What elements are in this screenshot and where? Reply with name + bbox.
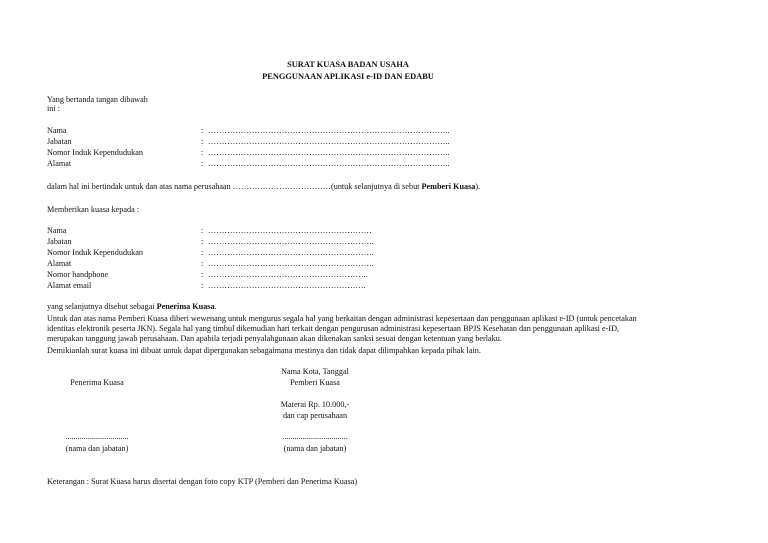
grantor-position-blank: …………………………………………………………………………….. xyxy=(208,137,450,146)
grantee-signature-line: ............................... xyxy=(65,432,129,441)
grantor-signature-name: (nama dan jabatan) xyxy=(283,444,347,453)
grantor-term: Pemberi Kuasa xyxy=(421,182,476,191)
grantee-email-label: Alamat email xyxy=(47,281,92,290)
body-paragraph-line: Untuk dan atas nama Pemberi Kuasa diberi wewenang untuk mengurus segala hal yang berkaitan dengan administrasi kepesertaan dan penggunaan aplikasi e-ID (untuk pencetakan xyxy=(47,314,637,323)
document-subtitle: PENGGUNAAN APLIKASI e-ID DAN EDABU xyxy=(262,72,434,81)
grant-intro: Memberikan kuasa kepada : xyxy=(47,205,140,214)
grantor-name-label: Nama xyxy=(47,126,67,135)
closing-statement: Demikianlah surat kuasa ini dibuat untuk dapat dipergunakan sebagaimana mestinya dan tidak dapat dilimpahkan kepada pihak lain. xyxy=(47,346,481,355)
company-statement-end: ). xyxy=(475,182,481,191)
grantor-nik-blank: …………………………………………………………………………….. xyxy=(208,148,450,157)
field-colon: : xyxy=(201,281,204,290)
grantor-name-blank: …………………………………………………………………………….. xyxy=(208,126,450,135)
grantee-address-label: Alamat xyxy=(47,259,72,268)
grantor-address-label: Alamat xyxy=(47,159,72,168)
grantee-name-blank: …………………………………………………… xyxy=(208,226,372,235)
field-colon: : xyxy=(201,126,204,135)
company-stamp-note: dan cap perusahaan xyxy=(282,411,348,420)
field-colon: : xyxy=(201,259,204,268)
grantee-signature-name: (nama dan jabatan) xyxy=(65,444,129,453)
field-colon: : xyxy=(201,137,204,146)
grantee-nik-blank: ……………………………………………………. xyxy=(208,248,374,257)
field-colon: : xyxy=(201,248,204,257)
grantee-email-blank: …………………………………………………. xyxy=(208,281,366,290)
company-statement xyxy=(47,182,480,192)
grantee-statement-text: yang selanjutnya disebut sebagai xyxy=(47,302,157,311)
grantee-phone-label: Nomor handphone xyxy=(47,270,109,279)
stamp-duty-note: Materai Rp. 10.000,- xyxy=(280,400,350,409)
grantee-statement-end: . xyxy=(214,302,217,311)
field-colon: : xyxy=(201,226,204,235)
intro-text-cont: ini : xyxy=(47,104,60,113)
intro-text: Yang bertanda tangan dibawah xyxy=(47,95,148,104)
grantor-nik-label: Nomor Induk Kependudukan xyxy=(47,148,143,157)
document-title: SURAT KUASA BADAN USAHA xyxy=(287,60,409,69)
grantee-phone-blank: ………………………………………………….. xyxy=(208,270,368,279)
grantee-role: Penerima Kuasa xyxy=(70,378,124,387)
grantee-address-blank: ……………………………………………………. xyxy=(208,259,374,268)
grantee-statement xyxy=(47,302,217,312)
grantee-position-label: Jabatan xyxy=(47,237,72,246)
grantor-role: Pemberi Kuasa xyxy=(290,378,340,387)
body-paragraph-line: identitas elektronik peserta JKN). Segala hal yang timbul dikemudian hari terkait dengan pengurusan administrasi kepesertaan BPJS Kesehatan dan penggunaan aplikasi e-ID, xyxy=(47,324,620,333)
place-date: Nama Kota, Tanggal xyxy=(281,367,349,376)
field-colon: : xyxy=(201,237,204,246)
grantee-name-label: Nama xyxy=(47,226,67,235)
grantor-signature-line: ................................ xyxy=(282,432,348,441)
grantee-nik-label: Nomor Induk Kependudukan xyxy=(47,248,143,257)
body-paragraph-line: merupakan tanggung jawab perusahaan. Dan apabila terjadi penyalahgunaan akan dikenakan sanksi sesuai dengan ketentuan yang berlaku. xyxy=(47,334,502,343)
field-colon: : xyxy=(201,159,204,168)
grantor-position-label: Jabatan xyxy=(47,137,72,146)
grantee-term: Penerima Kuasa xyxy=(156,302,215,311)
company-statement-text: dalam hal ini bertindak untuk dan atas nama perusahaan ………………………………(untuk selanjutnya di sebut xyxy=(47,182,422,191)
grantee-position-blank: ……………………………………………………. xyxy=(208,237,374,246)
footnote: Keterangan : Surat Kuasa harus disertai dengan foto copy KTP (Pemberi dan Penerima Kuasa) xyxy=(47,477,358,486)
field-colon: : xyxy=(201,148,204,157)
field-colon: : xyxy=(201,270,204,279)
grantor-address-blank: …………………………………………………………………………….. xyxy=(208,159,450,168)
